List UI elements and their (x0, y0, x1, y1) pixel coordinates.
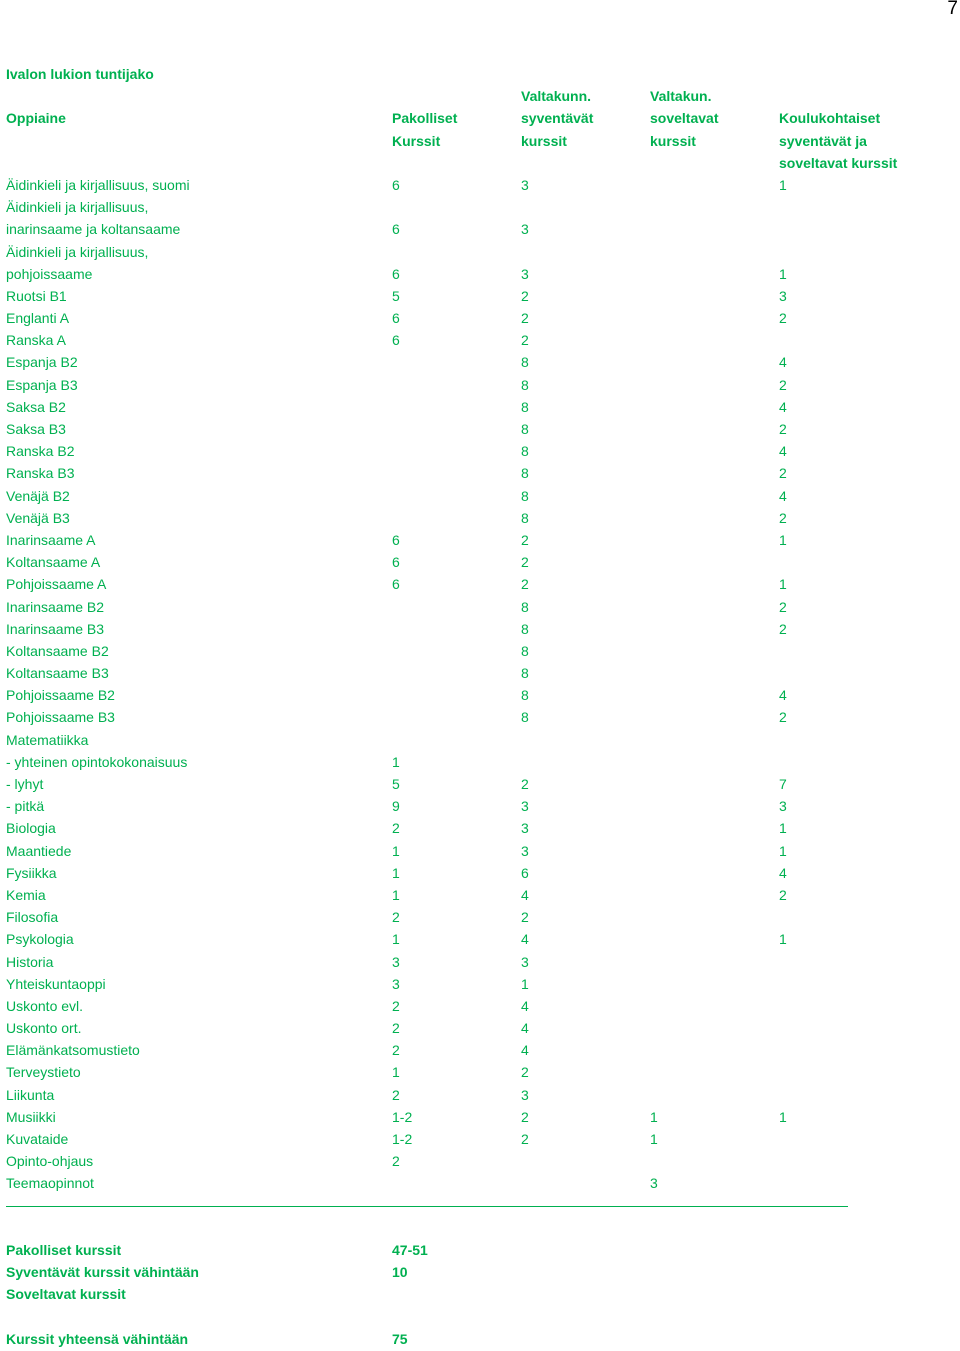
table-row-subject-cell: Psykologia (6, 931, 74, 948)
table-row-national-advanced-cell: 8 (521, 354, 529, 371)
table-row (6, 706, 956, 728)
table-row-national-advanced-cell: 2 (521, 332, 529, 349)
total-applied-label: Soveltavat kurssit (6, 1286, 126, 1303)
table-row (6, 1017, 956, 1039)
table-row-school-specific-cell: 1 (779, 820, 787, 837)
table-row-subject-cell: Äidinkieli ja kirjallisuus, suomi (6, 176, 190, 193)
table-row-subject-cell: Pohjoissaame B2 (6, 687, 115, 704)
table-row-subject-cell: Kemia (6, 886, 46, 903)
header-line-school-specific-cell: Koulukohtaiset (779, 110, 881, 127)
header-line-national-advanced-cell: syventävät (521, 110, 594, 127)
table-row-mandatory-cell: 1 (392, 864, 400, 881)
table-row-subject-cell: Espanja B3 (6, 376, 78, 393)
table-row (6, 462, 956, 484)
table-row-school-specific-cell: 4 (779, 354, 787, 371)
table-row (6, 640, 956, 662)
table-row-mandatory-cell: 2 (392, 1020, 400, 1037)
table-row-subject-cell: Uskonto evl. (6, 997, 84, 1014)
table-row-mandatory-cell: 3 (392, 975, 400, 992)
table-row-school-specific-cell: 1 (779, 265, 787, 282)
table-row (6, 351, 956, 373)
table-row-school-specific-cell: 2 (779, 709, 787, 726)
table-row-subject-cell: Venäjä B3 (6, 509, 70, 526)
table-row-subject-cell: pohjoissaame (6, 265, 93, 282)
table-row-national-advanced-cell: 3 (521, 221, 529, 238)
table-row-subject-cell: Maantiede (6, 842, 72, 859)
table-row-subject-cell: Äidinkieli ja kirjallisuus, (6, 243, 149, 260)
table-row-mandatory-cell: 6 (392, 265, 400, 282)
table-row-subject-cell: - lyhyt (6, 776, 44, 792)
header-line (6, 152, 956, 174)
table-row-subject-cell: Terveystieto (6, 1064, 81, 1081)
total-advanced-label: Syventävät kurssit vähintään (6, 1264, 199, 1281)
table-header (6, 85, 956, 174)
table-row-mandatory-cell: 1-2 (392, 1131, 413, 1147)
total-courses-value: 75 (392, 1330, 408, 1347)
table-row-mandatory-cell: 5 (392, 287, 400, 304)
table-row-subject-cell: Musiikki (6, 1108, 56, 1125)
spacer (6, 1306, 956, 1328)
table-row-subject-cell: Historia (6, 953, 54, 970)
table-row-national-advanced-cell: 3 (521, 820, 529, 837)
table-row-subject-cell: Inarinsaame A (6, 531, 96, 548)
table-row-national-advanced-cell: 8 (521, 376, 529, 393)
table-row-school-specific-cell: 1 (779, 1108, 787, 1125)
table-row-national-advanced-cell: 1 (521, 975, 529, 992)
table-row-national-advanced-cell: 2 (521, 1108, 529, 1125)
table-row (6, 485, 956, 507)
total-advanced-value: 10 (392, 1264, 408, 1281)
table-row (6, 773, 956, 795)
table-row (6, 1039, 956, 1061)
table-row (6, 906, 956, 928)
table-row-national-advanced-cell: 4 (521, 997, 529, 1014)
table-row (6, 285, 956, 307)
table-row-school-specific-cell: 2 (779, 598, 787, 615)
table-row-school-specific-cell: 4 (779, 487, 787, 504)
table-row-subject-cell: - pitkä (6, 798, 45, 815)
table-row-national-advanced-cell: 8 (521, 620, 529, 637)
table-row-national-advanced-cell: 8 (521, 509, 529, 526)
table-row-mandatory-cell: 2 (392, 1086, 400, 1103)
table-row-national-advanced-cell: 8 (521, 687, 529, 704)
header-line-national-applied-cell: Valtakun. (650, 88, 712, 105)
table-row (6, 174, 956, 196)
table-row (6, 995, 956, 1017)
table-row (6, 396, 956, 418)
table-row-mandatory-cell: 6 (392, 576, 400, 593)
header-line-subject-cell: Oppiaine (6, 110, 66, 127)
table-row-national-advanced-cell: 8 (521, 709, 529, 726)
table-row-national-advanced-cell: 2 (521, 576, 529, 593)
table-row-national-advanced-cell: 8 (521, 665, 529, 682)
table-row (6, 684, 956, 706)
table-row (6, 729, 956, 751)
table-row-school-specific-cell: 2 (779, 376, 787, 393)
table-row (6, 418, 956, 440)
table-row-subject-cell: Uskonto ort. (6, 1020, 82, 1037)
table-row-mandatory-cell: 6 (392, 531, 400, 548)
table-row-subject-cell: Koltansaame B2 (6, 642, 109, 659)
table-row (6, 263, 956, 285)
table-row-national-advanced-cell: 2 (521, 287, 529, 304)
table-row-school-specific-cell: 1 (779, 931, 787, 948)
table-row-national-advanced-cell: 8 (521, 598, 529, 615)
table-row-mandatory-cell: 6 (392, 310, 400, 327)
table-row-subject-cell: Ranska B2 (6, 443, 75, 460)
table-row (6, 241, 956, 263)
table-row-subject-cell: Äidinkieli ja kirjallisuus, (6, 199, 149, 216)
table-row-mandatory-cell: 5 (392, 776, 400, 792)
table-row-national-advanced-cell: 2 (521, 909, 529, 926)
total-mandatory-row (6, 1239, 956, 1261)
table-row-subject-cell: Ranska B3 (6, 465, 75, 482)
table-row (6, 551, 956, 573)
table-row (6, 507, 956, 529)
table-row (6, 329, 956, 351)
table-row-mandatory-cell: 6 (392, 221, 400, 238)
table-row-school-specific-cell: 3 (779, 798, 787, 815)
total-courses-row (6, 1328, 956, 1350)
table-row-national-advanced-cell: 8 (521, 642, 529, 659)
header-line-national-applied-cell: kurssit (650, 132, 696, 149)
table-row-national-applied-cell: 1 (650, 1108, 658, 1125)
table-row (6, 795, 956, 817)
table-row (6, 1150, 956, 1172)
table-row-school-specific-cell: 2 (779, 886, 787, 903)
divider-row (6, 1195, 956, 1217)
total-courses-label: Kurssit yhteensä vähintään (6, 1330, 189, 1347)
table-row-national-applied-cell: 3 (650, 1175, 658, 1192)
table-row (6, 1084, 956, 1106)
table-row-school-specific-cell: 2 (779, 421, 787, 437)
header-line-mandatory-cell: Pakolliset (392, 110, 458, 127)
table-row-national-advanced-cell: 8 (521, 487, 529, 504)
table-row-mandatory-cell: 2 (392, 909, 400, 926)
table-row-school-specific-cell: 2 (779, 465, 787, 482)
table-row-national-advanced-cell: 3 (521, 953, 529, 970)
table-row-subject-cell: Koltansaame A (6, 554, 101, 571)
table-row-subject-cell: Venäjä B2 (6, 487, 70, 504)
table-row-mandatory-cell: 1 (392, 753, 400, 770)
header-line-national-advanced-cell: kurssit (521, 132, 567, 149)
table-row-school-specific-cell: 2 (779, 620, 787, 637)
document-title: Ivalon lukion tuntijako (6, 66, 154, 82)
table-row (6, 973, 956, 995)
table-row (6, 840, 956, 862)
table-row (6, 928, 956, 950)
header-line (6, 85, 956, 107)
header-line-national-applied-cell: soveltavat (650, 110, 719, 127)
header-line-mandatory-cell: Kurssit (392, 132, 441, 149)
table-row-mandatory-cell: 3 (392, 953, 400, 970)
table-row-subject-cell: Opinto-ohjaus (6, 1153, 94, 1170)
table-row-subject-cell: Pohjoissaame A (6, 576, 107, 593)
page-number: 7 (947, 0, 958, 19)
table-row-national-advanced-cell: 3 (521, 176, 529, 193)
table-row-national-advanced-cell: 2 (521, 1064, 529, 1081)
table-row-national-advanced-cell: 6 (521, 864, 529, 881)
table-row (6, 751, 956, 773)
table-row-school-specific-cell: 4 (779, 398, 787, 415)
table-row (6, 196, 956, 218)
total-mandatory-value: 47-51 (392, 1241, 428, 1258)
table-row-mandatory-cell: 6 (392, 176, 400, 193)
table-row-subject-cell: Kuvataide (6, 1131, 69, 1147)
table-row-mandatory-cell: 1-2 (392, 1108, 413, 1125)
table-row-subject-cell: Koltansaame B3 (6, 665, 109, 682)
total-advanced-row (6, 1261, 956, 1283)
spacer (6, 1217, 956, 1239)
table-row-school-specific-cell: 1 (779, 176, 787, 193)
table-row-national-advanced-cell: 2 (521, 776, 529, 792)
table-row (6, 374, 956, 396)
table-row (6, 440, 956, 462)
table-row-subject-cell: Liikunta (6, 1086, 55, 1103)
table-row-mandatory-cell: 2 (392, 1042, 400, 1059)
header-line-national-advanced-cell: Valtakunn. (521, 88, 592, 105)
table-row-subject-cell: Teemaopinnot (6, 1175, 94, 1192)
table-row-subject-cell: - yhteinen opintokokonaisuus (6, 753, 188, 770)
table-row-national-advanced-cell: 8 (521, 465, 529, 482)
table-row-national-advanced-cell: 3 (521, 798, 529, 815)
table-row-subject-cell: inarinsaame ja koltansaame (6, 221, 181, 238)
document-title-line (6, 63, 956, 85)
table-row (6, 1061, 956, 1083)
table-row (6, 817, 956, 839)
table-row-national-advanced-cell: 8 (521, 421, 529, 437)
table-row-school-specific-cell: 2 (779, 509, 787, 526)
table-row-mandatory-cell: 1 (392, 1064, 400, 1081)
table-row-national-advanced-cell: 4 (521, 1020, 529, 1037)
subject-table (6, 174, 956, 1195)
table-row-subject-cell: Ruotsi B1 (6, 287, 67, 304)
table-row-school-specific-cell: 1 (779, 531, 787, 548)
table-row-school-specific-cell: 3 (779, 287, 787, 304)
table-row-subject-cell: Fysiikka (6, 864, 57, 881)
table-row-mandatory-cell: 1 (392, 842, 400, 859)
table-row-mandatory-cell: 6 (392, 332, 400, 349)
table-row-school-specific-cell: 4 (779, 443, 787, 460)
table-row-subject-cell: Matematiikka (6, 731, 89, 748)
table-row-subject-cell: Saksa B3 (6, 421, 66, 437)
header-line-school-specific-cell: syventävät ja (779, 132, 867, 149)
table-row-mandatory-cell: 2 (392, 997, 400, 1014)
table-row-national-advanced-cell: 3 (521, 265, 529, 282)
table-row (6, 662, 956, 684)
table-row (6, 573, 956, 595)
table-row-school-specific-cell: 1 (779, 842, 787, 859)
curriculum-document (6, 63, 956, 1350)
table-row-subject-cell: Yhteiskuntaoppi (6, 975, 106, 992)
table-row-mandatory-cell: 2 (392, 820, 400, 837)
divider-line (6, 1206, 848, 1207)
table-row (6, 618, 956, 640)
table-row-national-advanced-cell: 2 (521, 531, 529, 548)
table-row-school-specific-cell: 2 (779, 310, 787, 327)
table-row-subject-cell: Inarinsaame B3 (6, 620, 105, 637)
table-row-school-specific-cell: 4 (779, 687, 787, 704)
table-row (6, 1128, 956, 1150)
table-row-subject-cell: Biologia (6, 820, 56, 837)
table-row (6, 1106, 956, 1128)
total-applied-row (6, 1283, 956, 1305)
table-row (6, 1172, 956, 1194)
table-row-subject-cell: Filosofia (6, 909, 59, 926)
total-mandatory-label: Pakolliset kurssit (6, 1241, 122, 1258)
table-row-national-advanced-cell: 2 (521, 1131, 529, 1147)
table-row-national-advanced-cell: 8 (521, 443, 529, 460)
table-row-national-advanced-cell: 4 (521, 886, 529, 903)
table-row-national-advanced-cell: 2 (521, 310, 529, 327)
table-row-subject-cell: Englanti A (6, 310, 70, 327)
table-row-national-advanced-cell: 3 (521, 1086, 529, 1103)
table-row-mandatory-cell: 2 (392, 1153, 400, 1170)
table-row-mandatory-cell: 6 (392, 554, 400, 571)
table-row-mandatory-cell: 1 (392, 931, 400, 948)
table-row-subject-cell: Saksa B2 (6, 398, 66, 415)
table-row-school-specific-cell: 4 (779, 864, 787, 881)
table-row-subject-cell: Inarinsaame B2 (6, 598, 105, 615)
table-row (6, 884, 956, 906)
table-row-subject-cell: Pohjoissaame B3 (6, 709, 115, 726)
table-row (6, 218, 956, 240)
table-row-mandatory-cell: 1 (392, 886, 400, 903)
table-row-mandatory-cell: 9 (392, 798, 400, 815)
table-row-national-advanced-cell: 3 (521, 842, 529, 859)
table-row-national-advanced-cell: 8 (521, 398, 529, 415)
header-line-school-specific-cell: soveltavat kurssit (779, 154, 898, 171)
table-row-national-advanced-cell: 4 (521, 1042, 529, 1059)
table-row (6, 951, 956, 973)
table-row (6, 596, 956, 618)
table-row-school-specific-cell: 1 (779, 576, 787, 593)
table-row (6, 862, 956, 884)
table-row-subject-cell: Ranska A (6, 332, 66, 349)
header-line (6, 107, 956, 129)
header-line (6, 130, 956, 152)
table-row (6, 529, 956, 551)
table-row (6, 307, 956, 329)
table-row-national-advanced-cell: 2 (521, 554, 529, 571)
table-row-subject-cell: Elämänkatsomustieto (6, 1042, 140, 1059)
table-row-school-specific-cell: 7 (779, 776, 787, 792)
table-row-national-applied-cell: 1 (650, 1131, 658, 1147)
table-row-subject-cell: Espanja B2 (6, 354, 78, 371)
table-row-national-advanced-cell: 4 (521, 931, 529, 948)
